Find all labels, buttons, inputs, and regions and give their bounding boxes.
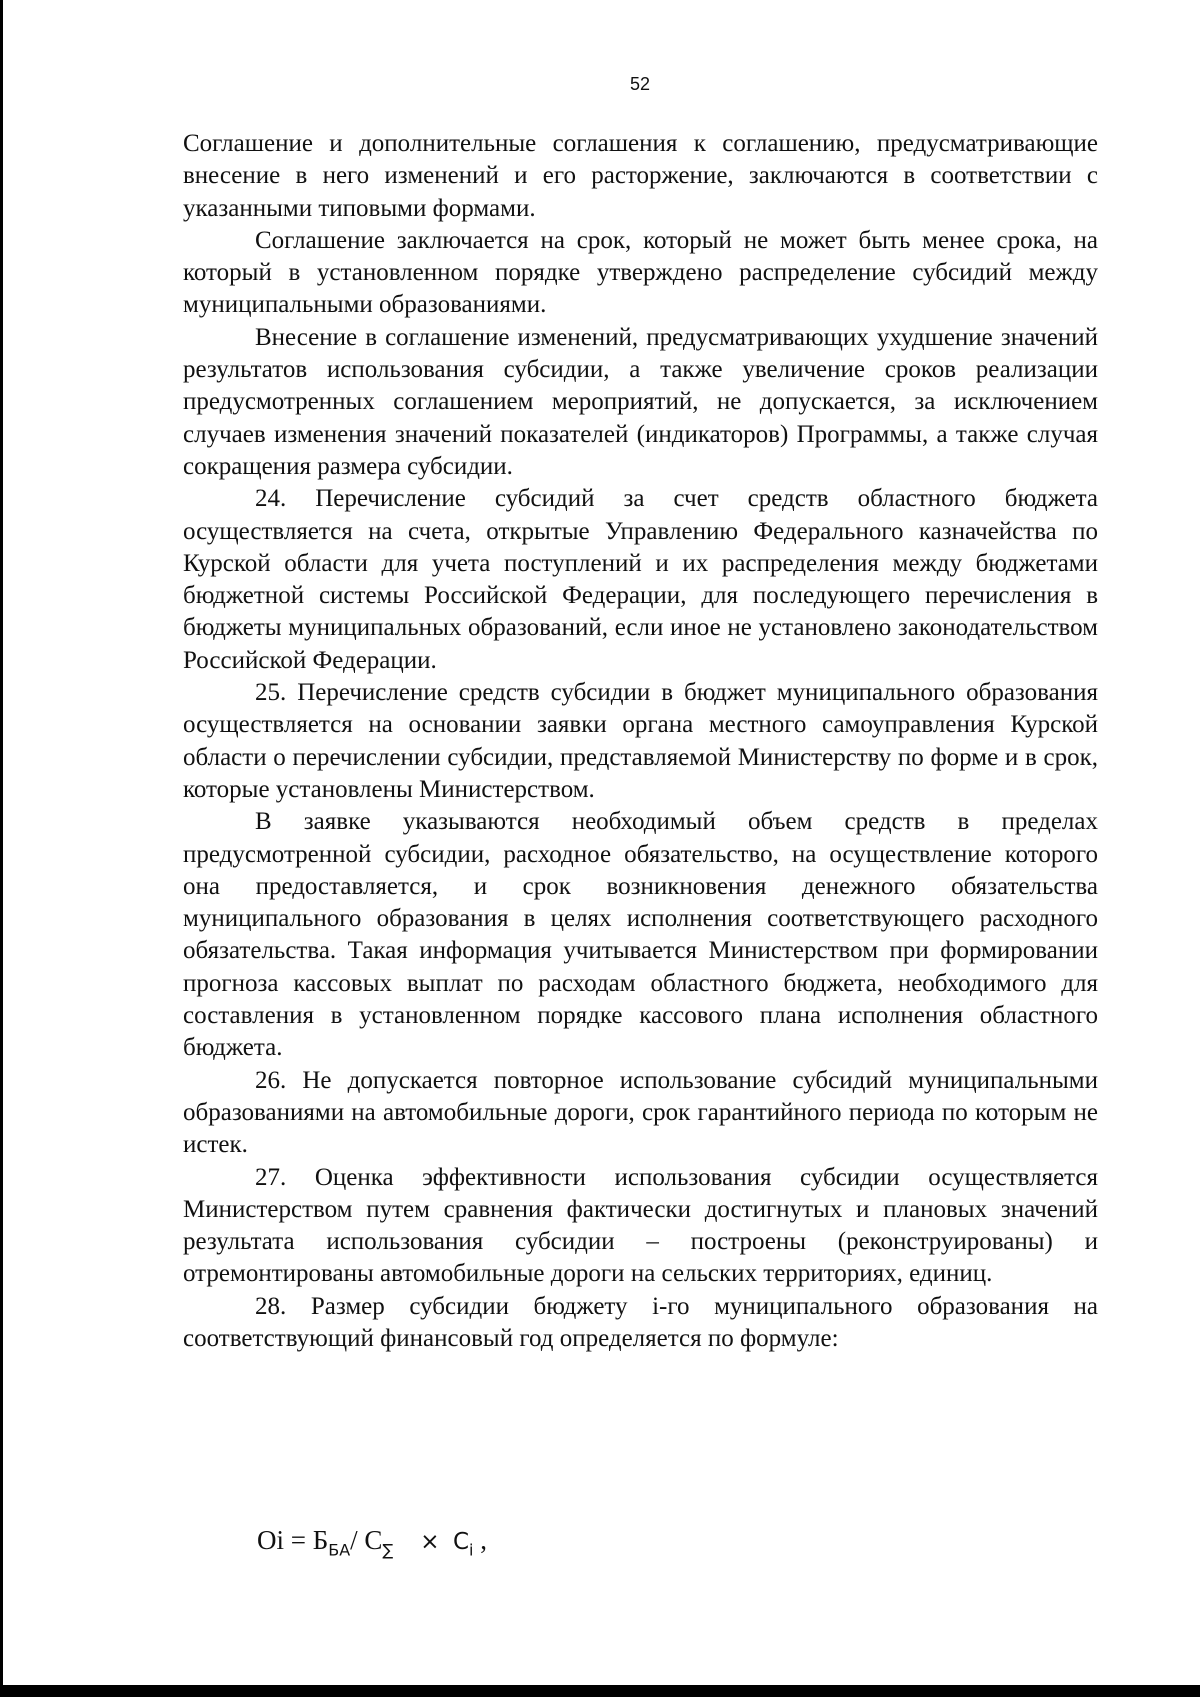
page-number: 52 [629, 74, 651, 94]
paragraph-item-24: 24. Перечисление субсидий за счет средств областного бюджета осуществляется на счета, открытые Управлению Федерального казначейства по Курской области для учета поступлений и их распределения между бюджетами бюджетной системы Российской Федерации, для последующего перечисления в бюджеты муниципальных образований, если иное не установлено законодательством Российской Федерации. [183, 485, 1098, 674]
paragraph-item-27: 27. Оценка эффективности использования субсидии осуществляется Министерством путем сравнения фактически достигнутых и плановых значений результата использования субсидии – построены (реконструированы) и отремонтированы автомобильные дороги на сельских территориях, единиц. [183, 1163, 1098, 1288]
paragraph-agreement-changes: Внесение в соглашение изменений, предусматривающих ухудшение значений результатов использования субсидии, а также увеличение сроков реализации предусмотренных соглашением мероприятий, не допускается, за исключением случаев изменения значений показателей (индикаторов) Программы, а также случая сокращения размера субсидии. [183, 323, 1098, 480]
formula-times: × [420, 1529, 440, 1555]
paragraph-item-28: 28. Размер субсидии бюджету i-го муниципального образования на соответствующий финансовый год определяется по формуле: [183, 1292, 1098, 1352]
paragraph-item-25: 25. Перечисление средств субсидии в бюджет муниципального образования осуществляется на основании заявки органа местного самоуправления Курской области о перечислении субсидии, представляемой Министерству по форме и в срок, которые установлены Министерством. [183, 679, 1098, 803]
paragraph-agreement-forms: Соглашение и дополнительные соглашения к соглашению, предусматривающие внесение в него изменений и его расторжение, заключаются в соответствии с указанными типовыми формами. [183, 130, 1098, 222]
formula-lhs: Oi = Б [257, 1525, 329, 1555]
formula-slash-c: / C [350, 1525, 383, 1555]
document-body [183, 128, 1098, 1355]
document-page [3, 0, 1200, 1685]
paragraph-application: В заявке указываются необходимый объем средств в пределах предусмотренной субсидии, расходное обязательство, на осуществление которого она предоставляется, и срок возникновения денежного обязательства муниципального образования в целях исполнения соответствующего расходного обязательства. Такая информация учитывается Министерством при формировании прогноза кассовых выплат по расходам областного бюджета, необходимого для составления в установленном порядке кассового плана исполнения областного бюджета. [183, 808, 1098, 1062]
formula-tail: , [473, 1525, 487, 1555]
formula-ci: C [452, 1529, 470, 1555]
formula-ci-subscript: i [469, 1540, 474, 1560]
formula-b-subscript: БА [328, 1540, 351, 1560]
paragraph-item-26: 26. Не допускается повторное использование субсидий муниципальными образованиями на автомобильные дороги, срок гарантийного периода по которым не истек. [183, 1066, 1098, 1159]
formula-sum-subscript: ∑ [382, 1540, 394, 1560]
paragraph-agreement-term: Соглашение заключается на срок, который не может быть менее срока, на который в установленном порядке утверждено распределение субсидий между муниципальными образованиями. [183, 226, 1098, 319]
subsidy-formula [257, 1525, 487, 1559]
